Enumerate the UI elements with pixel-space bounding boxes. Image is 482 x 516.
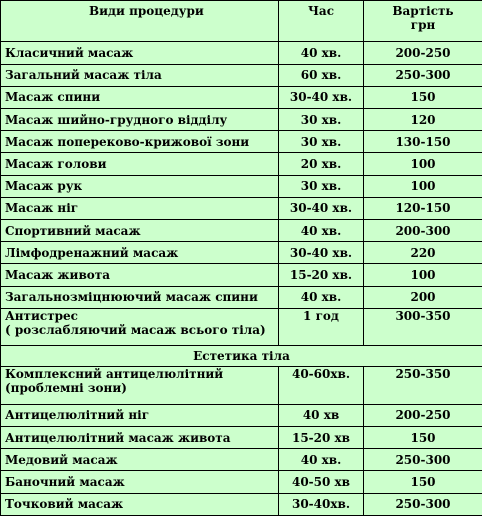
table-row <box>1 367 482 404</box>
procedure-name-line2: ( розслабляючий масаж всього тіла) <box>5 322 266 337</box>
header-price-line1: Вартість <box>392 4 454 18</box>
procedure-price: 120 <box>364 109 482 131</box>
procedure-time: 30 хв. <box>279 109 364 131</box>
procedure-time: 30-40 хв. <box>279 197 364 219</box>
procedure-name <box>1 308 279 345</box>
procedure-name: Масаж голови <box>1 153 279 175</box>
procedure-price: 100 <box>364 264 482 286</box>
procedure-time: 20 хв. <box>279 153 364 175</box>
header-price <box>364 1 482 42</box>
table-row <box>1 220 482 242</box>
table-row <box>1 426 482 448</box>
table-row <box>1 197 482 219</box>
procedure-price: 250-300 <box>364 493 482 515</box>
procedure-price: 150 <box>364 426 482 448</box>
table-row <box>1 286 482 308</box>
section-header-row <box>1 346 482 367</box>
procedure-name: Медовий масаж <box>1 449 279 471</box>
procedure-name: Масаж спини <box>1 86 279 108</box>
procedure-name: Спортивний масаж <box>1 220 279 242</box>
procedure-time: 1 год <box>279 308 364 345</box>
table-row <box>1 64 482 86</box>
procedure-name: Точковий масаж <box>1 493 279 515</box>
table-row <box>1 175 482 197</box>
table-row <box>1 264 482 286</box>
procedure-price: 250-350 <box>364 367 482 404</box>
header-price-line2: грн <box>410 18 436 32</box>
procedure-price: 100 <box>364 175 482 197</box>
procedure-time: 30 хв. <box>279 175 364 197</box>
procedure-price: 120-150 <box>364 197 482 219</box>
procedure-price: 200-250 <box>364 42 482 64</box>
procedure-name: Лімфодренажний масаж <box>1 242 279 264</box>
procedure-price: 200-250 <box>364 404 482 426</box>
header-row <box>1 1 482 42</box>
table-row <box>1 471 482 493</box>
procedure-name-line2: (проблемні зони) <box>5 381 127 396</box>
procedure-name <box>1 367 279 404</box>
procedure-time: 40 хв <box>279 404 364 426</box>
table-row <box>1 493 482 515</box>
table-row <box>1 109 482 131</box>
procedure-name: Антицелюлітний масаж живота <box>1 426 279 448</box>
procedure-price: 220 <box>364 242 482 264</box>
header-procedure: Види процедури <box>1 1 279 42</box>
table-row <box>1 404 482 426</box>
procedure-time: 40 хв. <box>279 449 364 471</box>
procedure-price: 200 <box>364 286 482 308</box>
procedure-price: 150 <box>364 86 482 108</box>
procedure-price: 100 <box>364 153 482 175</box>
table-row <box>1 42 482 64</box>
procedure-time: 15-20 хв <box>279 426 364 448</box>
procedure-name: Масаж ніг <box>1 197 279 219</box>
table-row <box>1 242 482 264</box>
procedure-name: Масаж живота <box>1 264 279 286</box>
procedure-time: 30-40 хв. <box>279 242 364 264</box>
procedure-name: Баночний масаж <box>1 471 279 493</box>
procedure-time: 40-50 хв <box>279 471 364 493</box>
procedure-name: Масаж шийно-грудного відділу <box>1 109 279 131</box>
section-title: Естетика тіла <box>1 346 482 367</box>
procedure-name: Класичний масаж <box>1 42 279 64</box>
header-time: Час <box>279 1 364 42</box>
table-row <box>1 308 482 345</box>
table-row <box>1 449 482 471</box>
procedure-name-line1: Антистрес <box>5 308 78 323</box>
procedure-time: 40-60хв. <box>279 367 364 404</box>
procedure-price: 250-300 <box>364 64 482 86</box>
table-row <box>1 131 482 153</box>
procedure-price: 130-150 <box>364 131 482 153</box>
table-row <box>1 86 482 108</box>
procedure-price: 150 <box>364 471 482 493</box>
procedure-name: Загальнозміцнюючий масаж спини <box>1 286 279 308</box>
procedure-price: 200-300 <box>364 220 482 242</box>
procedure-name: Масаж попереково-крижової зони <box>1 131 279 153</box>
procedure-time: 15-20 хв. <box>279 264 364 286</box>
procedure-time: 30-40хв. <box>279 493 364 515</box>
procedure-time: 40 хв. <box>279 220 364 242</box>
procedure-name: Антицелюлітний ніг <box>1 404 279 426</box>
procedure-price: 300-350 <box>364 308 482 345</box>
procedure-name: Загальний масаж тіла <box>1 64 279 86</box>
procedure-name: Масаж рук <box>1 175 279 197</box>
procedure-time: 60 хв. <box>279 64 364 86</box>
procedure-name-line1: Комплексний антицелюлітний <box>5 367 224 382</box>
procedure-price: 250-300 <box>364 449 482 471</box>
procedure-time: 40 хв. <box>279 286 364 308</box>
table-row <box>1 153 482 175</box>
procedure-time: 30-40 хв. <box>279 86 364 108</box>
procedure-time: 30 хв. <box>279 131 364 153</box>
procedure-time: 40 хв. <box>279 42 364 64</box>
